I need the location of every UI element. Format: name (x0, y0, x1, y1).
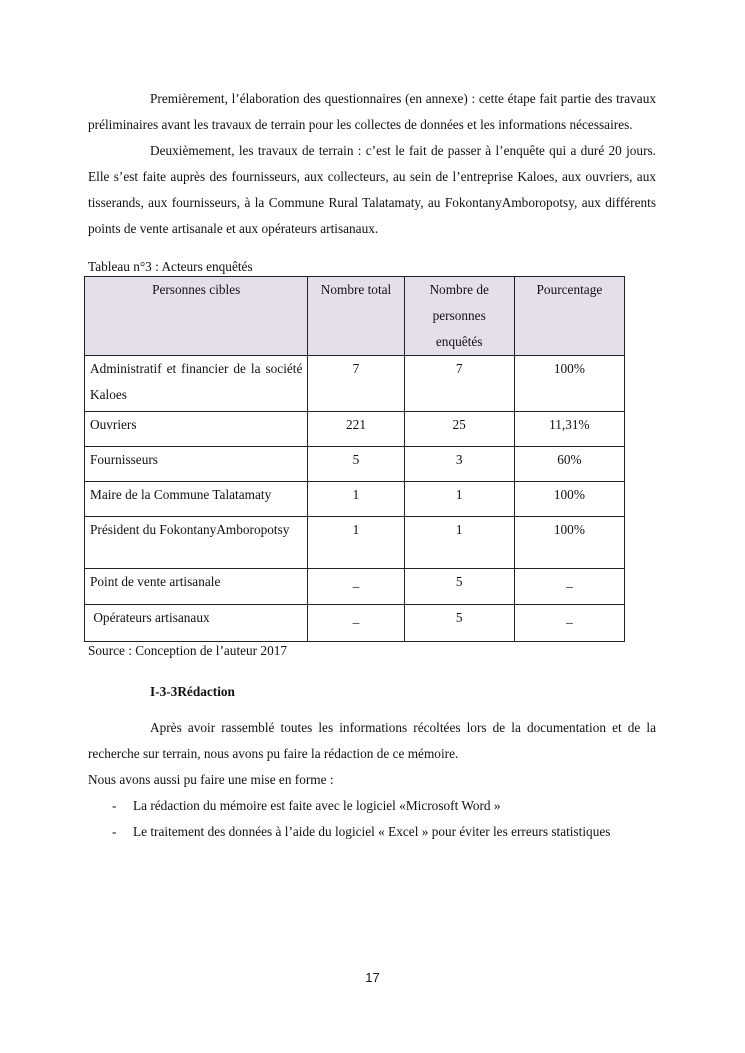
header-pourcentage: Pourcentage (514, 277, 624, 356)
cell-pourcentage: 100% (514, 356, 624, 412)
list-item (88, 819, 656, 845)
table-row (85, 356, 625, 412)
bullet-dash: - (112, 824, 117, 839)
paragraph-redaction: Après avoir rassemblé toutes les informations récoltées lors de la documentation et de la recherche sur terrain, nous avons pu faire la rédaction de ce mémoire. (88, 720, 656, 761)
paragraph-mise-en-forme: Nous avons aussi pu faire une mise en forme : (88, 772, 334, 787)
cell-personnes: Administratif et financier de la société Kaloes (85, 356, 308, 412)
section-heading: I-3-3Rédaction (150, 684, 235, 699)
cell-pourcentage: 11,31% (514, 412, 624, 447)
cell-total: _ (308, 605, 404, 642)
cell-pourcentage: 100% (514, 517, 624, 569)
cell-enquetes: 7 (404, 356, 514, 412)
paragraph-questionnaires: Premièrement, l’élaboration des questionnaires (en annexe) : cette étape fait partie des travaux préliminaires avant les travaux de terrain pour les collectes de données et les informations nécessaires. (88, 91, 656, 132)
list-item (88, 793, 656, 819)
header-personnes-cibles: Personnes cibles (85, 277, 308, 356)
cell-personnes: Point de vente artisanale (85, 569, 308, 605)
cell-enquetes: 1 (404, 482, 514, 517)
cell-total: 7 (308, 356, 404, 412)
cell-enquetes: 5 (404, 605, 514, 642)
bullet-list (88, 793, 656, 845)
table-header-row (85, 277, 625, 356)
list-item-text: Le traitement des données à l’aide du logiciel « Excel » pour éviter les erreurs statistiques (133, 824, 611, 839)
cell-total: 1 (308, 517, 404, 569)
cell-total: 221 (308, 412, 404, 447)
cell-enquetes: 25 (404, 412, 514, 447)
table-row (85, 517, 625, 569)
cell-total: _ (308, 569, 404, 605)
bullet-dash: - (112, 798, 117, 813)
cell-enquetes: 3 (404, 447, 514, 482)
table-caption: Tableau n°3 : Acteurs enquêtés (88, 259, 253, 274)
header-nombre-total: Nombre total (308, 277, 404, 356)
cell-enquetes: 5 (404, 569, 514, 605)
cell-pourcentage: 100% (514, 482, 624, 517)
acteurs-table (84, 276, 625, 642)
cell-personnes: Maire de la Commune Talatamaty (85, 482, 308, 517)
table-row (85, 605, 625, 642)
cell-pourcentage: _ (514, 605, 624, 642)
cell-personnes: Président du FokontanyAmboropotsy (85, 517, 308, 569)
cell-personnes: Fournisseurs (85, 447, 308, 482)
header-nombre-enquetes: Nombre de personnes enquêtés (404, 277, 514, 356)
document-page (88, 86, 656, 845)
cell-total: 5 (308, 447, 404, 482)
paragraph-travaux-terrain: Deuxièmement, les travaux de terrain : c’est le fait de passer à l’enquête qui a duré 20 jours. Elle s’est faite auprès des fournisseurs, aux collecteurs, au sein de l’entreprise Kaloes, aux ouvriers, aux tisserands, aux fournisseurs, à la Commune Rural Talatamaty, au FokontanyAmboropotsy, aux différents points de vente artisanale et aux opérateurs artisanaux. (88, 143, 656, 236)
cell-enquetes: 1 (404, 517, 514, 569)
table-source: Source : Conception de l’auteur 2017 (88, 643, 288, 658)
cell-pourcentage: _ (514, 569, 624, 605)
table-row (85, 482, 625, 517)
page-number: 17 (365, 970, 380, 985)
cell-total: 1 (308, 482, 404, 517)
cell-personnes: Ouvriers (85, 412, 308, 447)
table-row (85, 569, 625, 605)
cell-pourcentage: 60% (514, 447, 624, 482)
cell-personnes: Opérateurs artisanaux (85, 605, 308, 642)
table-row (85, 412, 625, 447)
list-item-text: La rédaction du mémoire est faite avec le logiciel «Microsoft Word » (133, 798, 501, 813)
table-row (85, 447, 625, 482)
